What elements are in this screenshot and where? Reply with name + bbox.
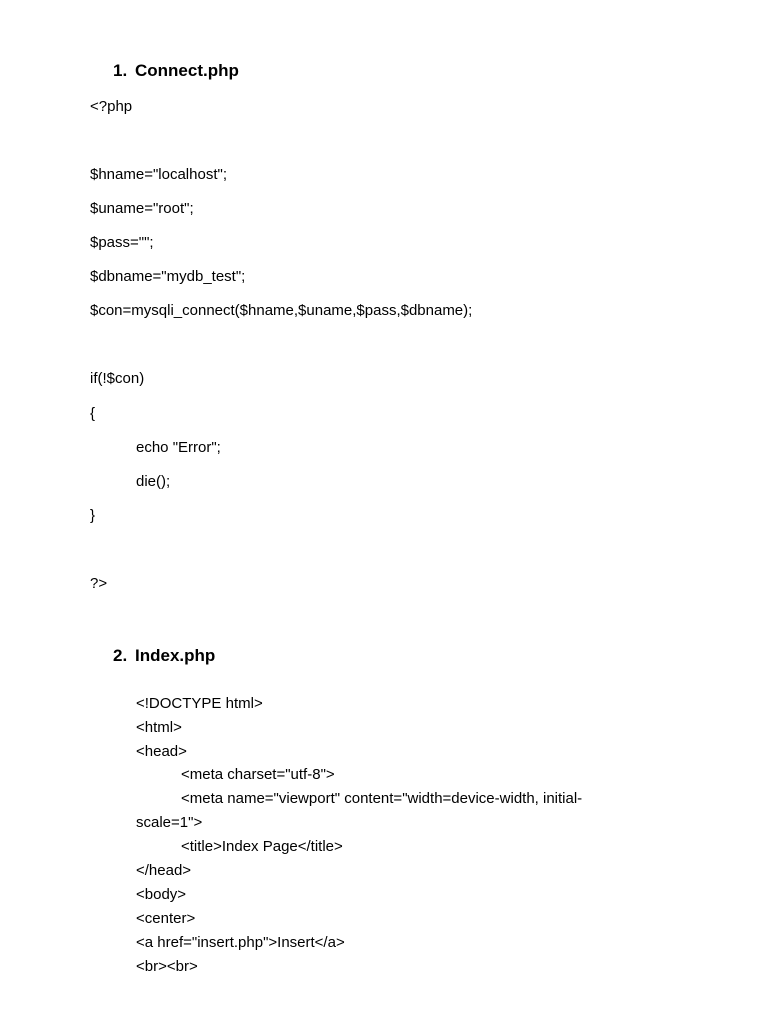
code-line: $hname="localhost"; [90, 166, 227, 183]
code-line: ?> [90, 575, 108, 592]
code-line: <?php [90, 98, 133, 115]
code-line: } [90, 507, 96, 524]
code-line: die(); [136, 473, 171, 490]
code-line: <a href="insert.php">Insert</a> [136, 934, 345, 951]
code-line: echo "Error"; [136, 439, 221, 456]
code-line: { [90, 405, 96, 422]
code-line: if(!$con) [90, 370, 145, 387]
code-line: scale=1"> [136, 814, 203, 831]
section-title: Index.php [135, 646, 216, 665]
section-title: Connect.php [135, 61, 239, 80]
code-line: <html> [136, 719, 182, 736]
code-line: $dbname="mydb_test"; [90, 268, 246, 285]
code-line: $pass=""; [90, 234, 154, 251]
code-line: <center> [136, 910, 196, 927]
code-line: <body> [136, 886, 187, 903]
section-heading-index [113, 646, 215, 666]
code-line: </head> [136, 862, 192, 879]
code-line: <br><br> [136, 958, 198, 975]
section-number: 2. [113, 646, 128, 665]
code-line: <title>Index Page</title> [181, 838, 343, 855]
code-line: $uname="root"; [90, 200, 194, 217]
code-line: <!DOCTYPE html> [136, 695, 263, 712]
section-heading-connect [113, 61, 239, 81]
section-number: 1. [113, 61, 128, 80]
code-line: $con=mysqli_connect($hname,$uname,$pass,$dbname); [90, 302, 473, 319]
code-line: <meta charset="utf-8"> [181, 766, 335, 783]
code-line: <meta name="viewport" content="width=device-width, initial- [181, 790, 583, 807]
code-line: <head> [136, 743, 187, 760]
